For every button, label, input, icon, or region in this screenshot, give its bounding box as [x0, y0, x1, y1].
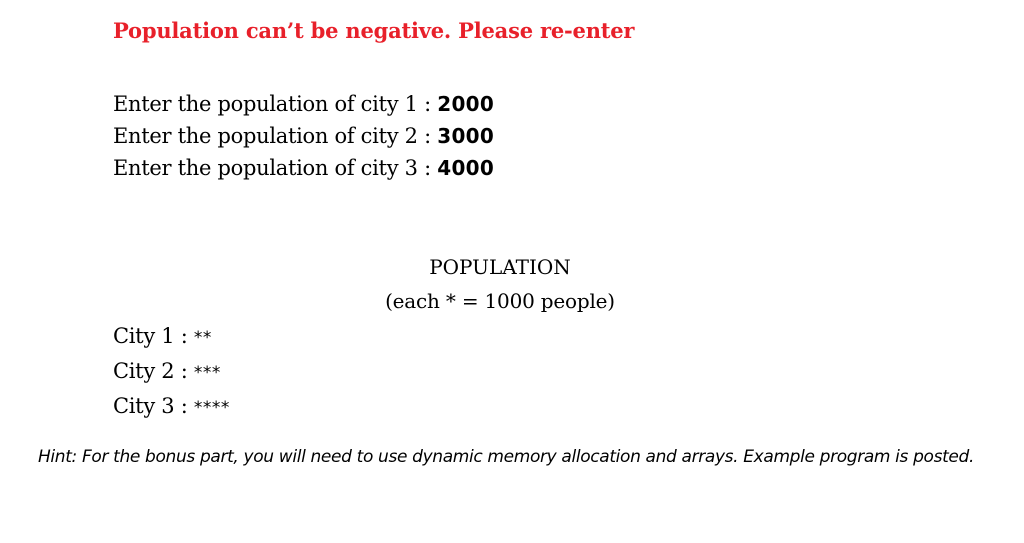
- prompt-value: 2000: [437, 92, 495, 116]
- city-stars: ****: [193, 398, 230, 418]
- population-prompts: [113, 88, 494, 184]
- prompt-label: Enter the population of city 1 :: [113, 92, 438, 116]
- error-message: Population can’t be negative. Please re-enter: [113, 18, 635, 43]
- city-label: City 1 :: [113, 324, 194, 348]
- prompt-label: Enter the population of city 3 :: [113, 156, 438, 180]
- city-label: City 2 :: [113, 359, 194, 383]
- prompt-line-city-2: [113, 120, 494, 152]
- population-subtitle: (each * = 1000 people): [385, 289, 615, 313]
- prompt-line-city-1: [113, 88, 494, 120]
- city-stars: **: [193, 328, 212, 348]
- prompt-line-city-3: [113, 152, 494, 184]
- city-stars: ***: [193, 363, 221, 383]
- city-line-2: [113, 355, 230, 390]
- city-line-1: [113, 320, 230, 355]
- city-line-3: [113, 390, 230, 425]
- city-star-list: [113, 320, 230, 425]
- city-label: City 3 :: [113, 394, 194, 418]
- population-title: POPULATION: [429, 255, 571, 279]
- prompt-label: Enter the population of city 2 :: [113, 124, 438, 148]
- hint-text: Hint: For the bonus part, you will need to use dynamic memory allocation and arrays. Example program is posted.: [38, 447, 975, 467]
- prompt-value: 3000: [437, 124, 495, 148]
- prompt-value: 4000: [437, 156, 495, 180]
